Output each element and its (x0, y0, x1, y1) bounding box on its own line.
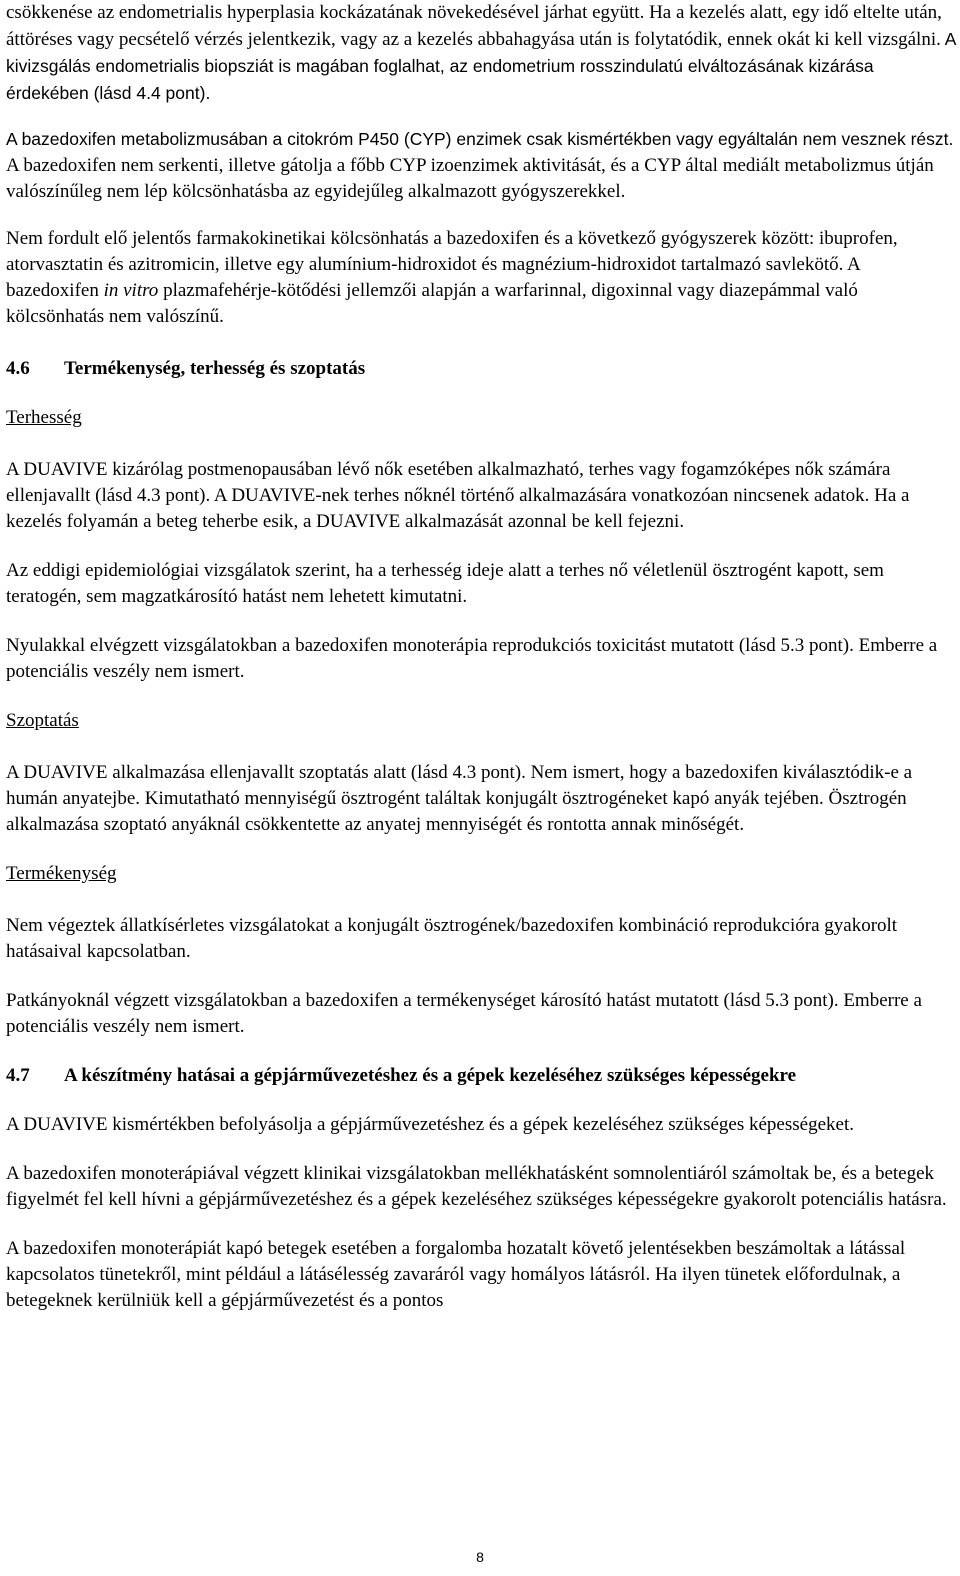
paragraph-szoptatas-1: A DUAVIVE alkalmazása ellenjavallt szoptatás alatt (lásd 4.3 pont). Nem ismert, hogy a bazedoxifen kiválasztódik-e a humán anyatejbe. Kimutatható mennyiségű ösztrogént találtak konjugált ösztrogéneket kapó anyák tejében. Ösztrogén alkalmazása szoptató anyáknál csökkentette az anyatej mennyiségét és rontotta annak minőségét. (6, 762, 913, 835)
section-number-4-7: 4.7 (6, 1065, 30, 1086)
paragraph-termekenyseg-2: Patkányoknál végzett vizsgálatokban a bazedoxifen a termékenységet károsító hatást mutatott (lásd 5.3 pont). Emberre a potenciális veszély nem ismert. (6, 990, 922, 1037)
paragraph-endometrial-check-part2: A kivizsgálás endometrialis biopsziát is magában foglalhat, az endometrium rosszindulatú elváltozásának kizárása érdekében (lásd 4.4 pont). (6, 29, 956, 103)
paragraph-driving-1: A DUAVIVE kismértékben befolyásolja a gépjárművezetéshez és a gépek kezeléséhez szükséges képességeket. (6, 1114, 854, 1135)
section-title-4-6: Termékenység, terhesség és szoptatás (64, 358, 366, 379)
section-heading-4-6 (6, 356, 956, 382)
paragraph-cyp-metabolism-part2: A bazedoxifen nem serkenti, illetve gátolja a főbb CYP izoenzimek aktivitását, és a CYP által mediált metabolizmus útján valószínűleg nem lép kölcsönhatásba az egyidejűleg alkalmazott gyógyszerekkel. (6, 155, 934, 202)
subheading-terhesseg: Terhesség (6, 407, 82, 428)
page-number: 8 (476, 1549, 484, 1565)
paragraph-termekenyseg-1: Nem végeztek állatkísérletes vizsgálatokat a konjugált ösztrogének/bazedoxifen kombináció reprodukcióra gyakorolt hatásaival kapcsolatban. (6, 915, 898, 962)
paragraph-pk-interactions-part1: Nem fordult elő jelentős farmakokinetikai kölcsönhatás a bazedoxifen és a következő gyógyszerek között: ibuprofen, atorvasztatin és azitromicin, illetve egy alumínium-hidroxidot és magnézium-hidroxidot tartalmazó savlekötő. A bazedoxifen (6, 228, 898, 301)
paragraph-pk-interactions-part2: plazmafehérje-kötődési jellemzői alapján a warfarinnal, digoxinnal vagy diazepámmal való kölcsönhatás nem valószínű. (6, 280, 858, 327)
paragraph-endometrial-check-part1: csökkenése az endometrialis hyperplasia kockázatának növekedésével járhat együtt. Ha a kezelés alatt, egy idő eltelte után, áttöréses vagy pecsételő vérzés jelentkezik, vagy az a kezelés abbahagyása után is folytatódik, ennek okát ki kell vizsgálni. (6, 2, 942, 50)
paragraph-pk-interactions (6, 226, 956, 330)
paragraph-pk-interactions-italic: in vitro (103, 280, 159, 301)
paragraph-terhesseg-2: Az eddigi epidemiológiai vizsgálatok szerint, ha a terhesség ideje alatt a terhes nő véletlenül ösztrogént kapott, sem teratogén, sem magzatkárosító hatást nem lehetett kimutatni. (6, 560, 884, 607)
subheading-szoptatas: Szoptatás (6, 710, 79, 731)
paragraph-terhesseg-1: A DUAVIVE kizárólag postmenopausában lévő nők esetében alkalmazható, terhes vagy fogamzóképes nők számára ellenjavallt (lásd 4.3 pont). A DUAVIVE-nek terhes nőknél történő alkalmazására vonatkozóan nincsenek adatok. Ha a kezelés folyamán a beteg teherbe esik, a DUAVIVE alkalmazását azonnal be kell fejezni. (6, 459, 910, 532)
subheading-termekenyseg: Termékenység (6, 863, 117, 884)
section-heading-4-7 (6, 1063, 956, 1089)
paragraph-cyp-metabolism (6, 126, 956, 205)
document-page (6, 0, 956, 1337)
paragraph-endometrial-check (6, 0, 956, 107)
section-number-4-6: 4.6 (6, 358, 30, 379)
paragraph-terhesseg-3: Nyulakkal elvégzett vizsgálatokban a bazedoxifen monoterápia reprodukciós toxicitást mutatott (lásd 5.3 pont). Emberre a potenciális veszély nem ismert. (6, 635, 938, 682)
paragraph-driving-3: A bazedoxifen monoterápiát kapó betegek esetében a forgalomba hozatalt követő jelentésekben beszámoltak a látással kapcsolatos tünetekről, mint például a látásélesség zavaráról vagy homályos látásról. Ha ilyen tünetek előfordulnak, a betegeknek kerülniük kell a gépjárművezetést és a pontos (6, 1238, 906, 1311)
paragraph-driving-2: A bazedoxifen monoterápiával végzett klinikai vizsgálatokban mellékhatásként somnolentiáról számoltak be, és a betegek figyelmét fel kell hívni a gépjárművezetéshez és a gépek kezeléséhez szükséges képességekre gyakorolt potenciális hatásra. (6, 1163, 947, 1210)
paragraph-cyp-metabolism-part1: A bazedoxifen metabolizmusában a citokróm P450 (CYP) enzimek csak kismértékben vagy egyáltalán nem vesznek részt. (6, 129, 954, 149)
section-title-4-7: A készítmény hatásai a gépjárművezetéshez és a gépek kezeléséhez szükséges képességekre (64, 1065, 797, 1086)
